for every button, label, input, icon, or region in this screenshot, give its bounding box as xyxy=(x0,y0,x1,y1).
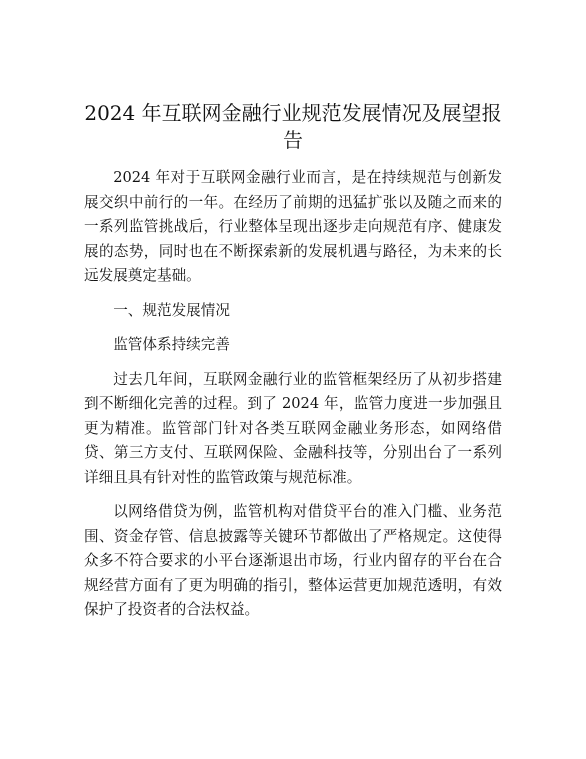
subsection-heading: 监管体系持续完善 xyxy=(113,336,230,353)
intro-paragraph: 2024 年对于互联网金融行业而言，是在持续规范与创新发展交织中前行的一年。在经历了前期的迅猛扩张以及随之而来的一系列监管挑战后，行业整体呈现出逐步走向规范有序、健康发展的态势，同时也在不断探索新的发展机遇与路径，为未来的长远发展奠定基础。 xyxy=(84,169,502,284)
document-body xyxy=(84,166,502,623)
document-title: 2024 年互联网金融行业规范发展情况及展望报告 xyxy=(84,101,502,152)
body-paragraph: 过去几年间，互联网金融行业的监管框架经历了从初步搭建到不断细化完善的过程。到了 2024 年，监管力度进一步加强且更为精准。监管部门针对各类互联网金融业务形态，如网络借贷、第三方支付、互联网保险、金融科技等，分别出台了一系列详细且具有针对性的监管政策与规范标准。 xyxy=(84,370,502,486)
body-paragraph: 以网络借贷为例，监管机构对借贷平台的准入门槛、业务范围、资金存管、信息披露等关键环节都做出了严格规定。这使得众多不符合要求的小平台逐渐退出市场，行业内留存的平台在合规经营方面有了更为明确的指引，整体运营更加规范透明，有效保护了投资者的合法权益。 xyxy=(84,503,502,618)
section-heading: 一、规范发展情况 xyxy=(113,301,230,319)
